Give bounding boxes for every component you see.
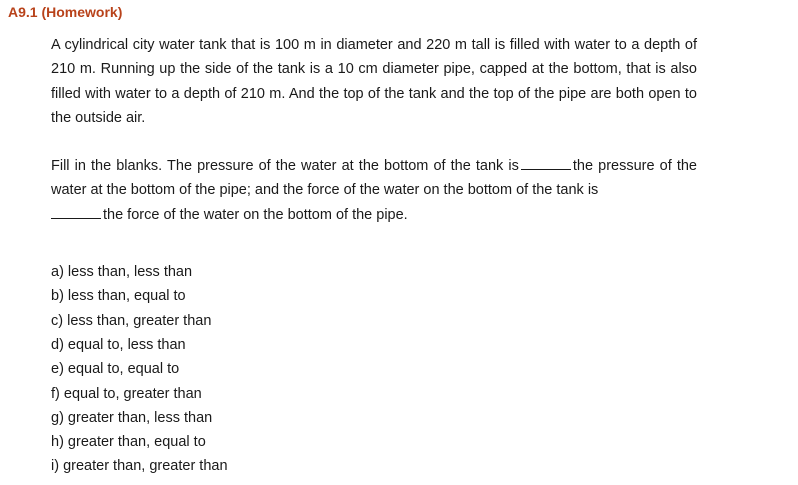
choice-h[interactable]: h) greater than, equal to	[51, 434, 206, 451]
blank-2	[51, 206, 101, 219]
answer-choices	[51, 260, 697, 479]
choice-b[interactable]: b) less than, equal to	[51, 288, 186, 305]
choice-e[interactable]: e) equal to, equal to	[51, 361, 180, 378]
problem-title: A9.1 (Homework)	[8, 4, 123, 20]
choice-d[interactable]: d) equal to, less than	[51, 336, 186, 353]
instruction-text-3: the force of the water on the bottom of the pipe.	[103, 206, 408, 223]
problem-statement: A cylindrical city water tank that is 100 m in diameter and 220 m tall is filled with water to a depth of 210 m. Running up the side of the tank is a 10 cm diameter pipe, capped at the bottom, that is also filled with water to a depth of 210 m. And the top of the tank and the top of the pipe are both open to the outside air.	[51, 37, 697, 126]
instruction-text-1: Fill in the blanks. The pressure of the water at the bottom of the tank is	[51, 158, 519, 175]
choice-a[interactable]: a) less than, less than	[51, 264, 193, 281]
fill-in-instructions	[51, 154, 697, 227]
instruction-text-2: the pressure of the water at the bottom of the pipe; and the force of the water on the bottom of the tank is	[51, 158, 697, 199]
choice-g[interactable]: g) greater than, less than	[51, 409, 213, 426]
choice-f[interactable]: f) equal to, greater than	[51, 385, 202, 402]
choice-i[interactable]: i) greater than, greater than	[51, 458, 228, 475]
choice-c[interactable]: c) less than, greater than	[51, 312, 212, 329]
blank-1	[521, 157, 571, 170]
question-body	[51, 33, 697, 479]
